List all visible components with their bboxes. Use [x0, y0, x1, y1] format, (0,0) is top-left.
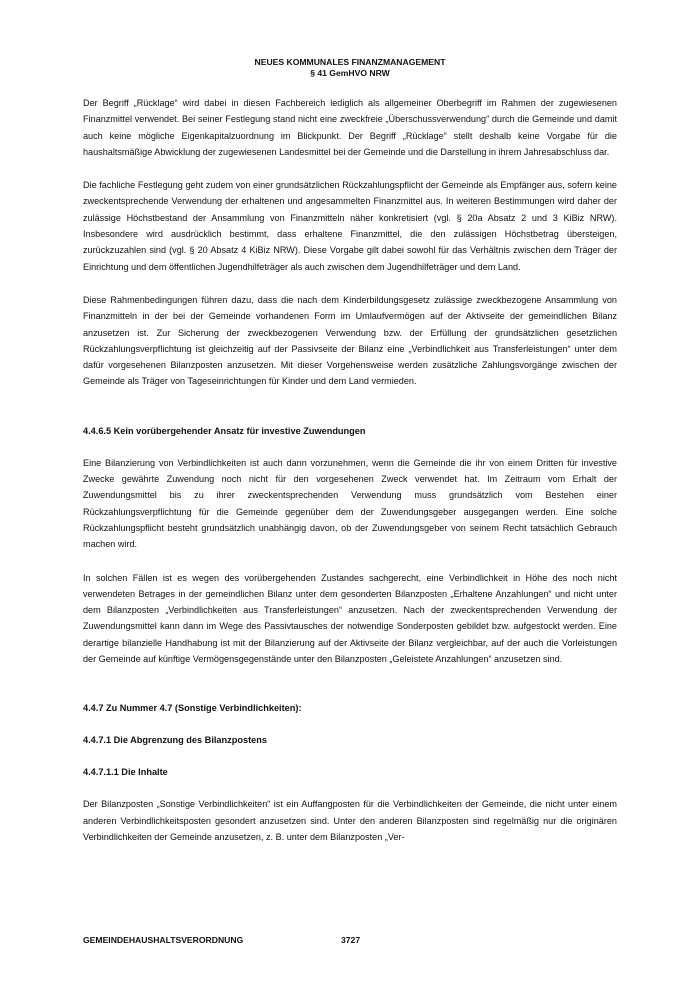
page-header [83, 57, 617, 79]
header-title: NEUES KOMMUNALES FINANZMANAGEMENT [254, 57, 446, 67]
paragraph: Der Bilanzposten „Sonstige Verbindlichkeiten“ ist ein Auffangposten für die Verbindlichkeiten der Gemeinde, die nicht unter einem anderen Verbindlichkeitsposten gesondert anzusetzen sind. Unter den anderen Bilanzposten sind regelmäßig nur die originären Verbindlichkeiten der Gemeinde anzusetzen, z. B. unter dem Bilanzposten „Ver- [83, 799, 617, 842]
paragraph: Diese Rahmenbedingungen führen dazu, dass die nach dem Kinderbildungsgesetz zulässige zweckbezogene Ansammlung von Finanzmitteln in der bei der Gemeinde vorhandenen Form im Umlaufvermögen auf der Aktivseite der gemeindlichen Bilanz anzusetzen ist. Zur Sicherung der zweckbezogenen Verwendung bzw. der Erfüllung der grundsätzlichen gesetzlichen Rückzahlungsverpflichtung ist gleichzeitig auf der Passivseite der Bilanz eine „Verbindlichkeit aus Transferleistungen“ unter dem dafür vorgesehenen Bilanzposten anzusetzen. Mit dieser Vorgehensweise werden zusätzliche Zahlungsvorgänge zwischen der Gemeinde als Träger von Tageseinrichtungen für Kinder und dem Land vermieden. [83, 294, 617, 387]
page-body [83, 95, 617, 862]
subsection-heading: 4.4.7.1 Die Abgrenzung des Bilanzpostens [83, 735, 267, 746]
paragraph: In solchen Fällen ist es wegen des vorübergehenden Zustandes sachgerecht, eine Verbindlichkeit in Höhe des noch nicht verwendeten Betrages in der gemeindlichen Bilanz unter dem gesonderten Bilanzposten „Erhaltene Anzahlungen“ und nicht unter dem Bilanzposten „Verbindlichkeiten aus Transferleistungen“ anzusetzen. Nach der zweckentsprechenden Verwendung der Zuwendungsmittel kann dann im Wege des Passivtausches der notwendige Sonderposten gebildet bzw. aufgestockt werden. Eine derartige bilanzielle Handhabung ist mit der Bilanzierung auf der Aktivseite der Bilanz vergleichbar, auf der auch die Vorleistungen der Gemeinde auf künftige Vermögensgegenstände unter den Bilanzposten „Geleistete Anzahlungen“ anzusetzen sind. [83, 572, 617, 665]
page-number: 3727 [341, 935, 361, 945]
header-subtitle: § 41 GemHVO NRW [310, 68, 390, 78]
section-heading: 4.4.7 Zu Nummer 4.7 (Sonstige Verbindlichkeiten): [83, 703, 302, 714]
section-heading: 4.4.6.5 Kein vorübergehender Ansatz für investive Zuwendungen [83, 425, 366, 436]
paragraph: Der Begriff „Rücklage“ wird dabei in diesen Fachbereich lediglich als allgemeiner Oberbegriff im Rahmen der zugewiesenen Finanzmittel verwendet. Bei seiner Festlegung stand nicht eine zweckfreie „Überschussverwendung“ durch die Gemeinde und damit auch keine mögliche Eigenkapitalzuordnung im Blickpunkt. Der Begriff „Rücklage“ stellt deshalb keine Vorgabe für die haushaltsmäßige Abwicklung der zugewiesenen Landesmittel bei der Gemeinde und die Darstellung in ihrem Jahresabschluss dar. [83, 98, 617, 157]
subsubsection-heading: 4.4.7.1.1 Die Inhalte [83, 767, 168, 778]
paragraph: Die fachliche Festlegung geht zudem von einer grundsätzlichen Rückzahlungspflicht der Gemeinde als Empfänger aus, sofern keine zweckentsprechende Verwendung der erhaltenen und angesammelten Finanzmittel aus. In weiteren Bestimmungen wird daher der zulässige Höchstbestand der Ansammlung von Finanzmitteln näher konkretisiert (vgl. § 20a Absatz 2 und 3 KiBiz NRW). Insbesondere wird ausdrücklich bestimmt, dass erhaltene Finanzmittel, die den zulässigen Höchstbetrag übersteigen, zurückzuzahlen sind (vgl. § 20 Absatz 4 KiBiz NRW). Diese Vorgabe gilt dabei sowohl für das Verhältnis zwischen dem Träger der Einrichtung und dem öffentlichen Jugendhilfeträger als auch zwischen dem Jugendhilfeträger und dem Land. [83, 180, 617, 272]
section-spacer [83, 407, 617, 423]
footer-title: GEMEINDEHAUSHALTSVERORDNUNG [83, 935, 244, 945]
paragraph: Eine Bilanzierung von Verbindlichkeiten ist auch dann vorzunehmen, wenn die Gemeinde die ihr von einem Dritten für investive Zwecke gewährte Zuwendung noch nicht für den vorgesehenen Zweck verwendet hat. Im Zeitraum vom Erhalt der Zuwendungsmittel bis zu ihrer zweckentsprechenden Verwendung muss grundsätzlich vom Bestehen einer Rückzahlungsverpflichtung für die Gemeinde gegenüber dem der Zuwendungsgeber ausgegangen werden. Eine solche Rückzahlungspflicht besteht grundsätzlich unabhängig davon, ob der Zuwendungsgeber von seinem Recht tatsächlich Gebrauch machen wird. [83, 457, 617, 550]
section-spacer [83, 684, 617, 700]
